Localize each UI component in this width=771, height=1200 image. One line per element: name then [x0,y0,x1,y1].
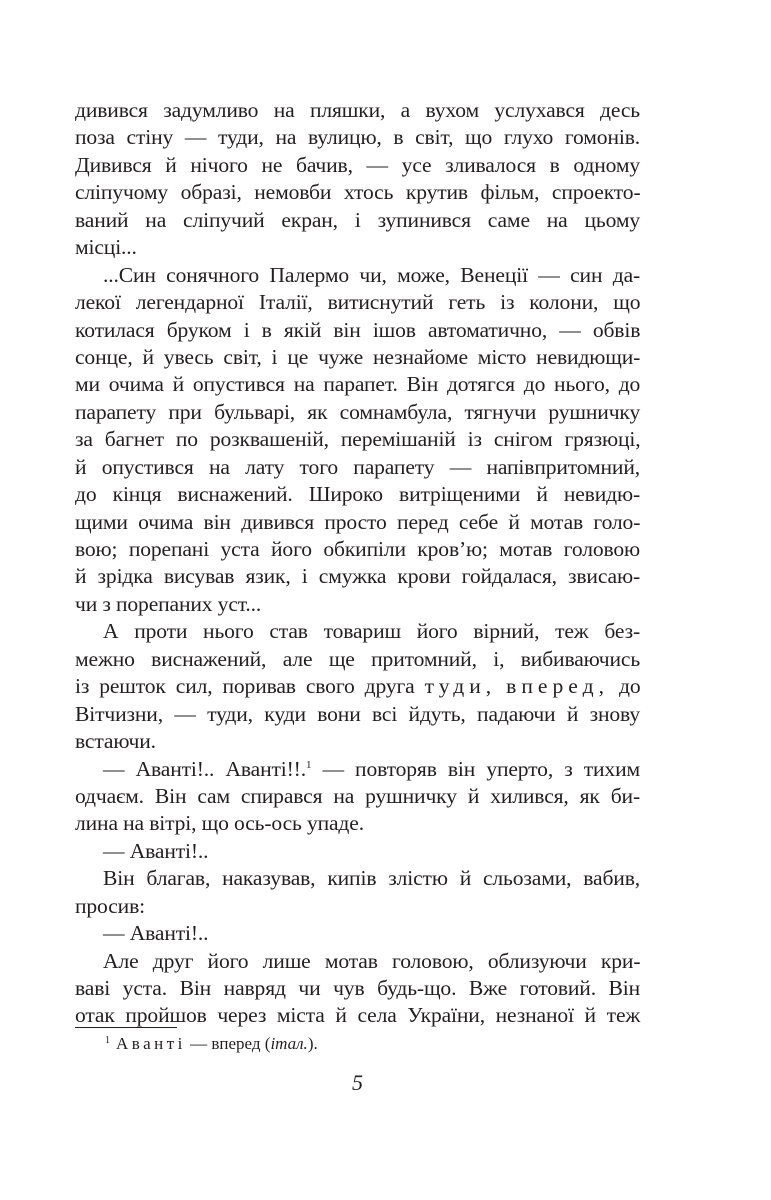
text-line: ми очима й опустився на парапет. Він дотягся до нього, до [75,372,641,397]
text-run: із решток сил, поривав свого друга [75,674,425,699]
text-line: поза стіну — туди, на вулицю, в світ, що глухо гомонів. [75,125,640,150]
text-line: отак пройшов через міста й села України, незнаної й теж [75,1003,641,1028]
footnote-reference[interactable]: 1 [305,758,312,771]
paragraph [75,262,640,619]
text-line: парапету при бульварі, як сомнамбула, тягнучи рушничку [75,399,641,424]
footnote-number: 1 [105,1035,110,1046]
text-line: чи з порепаних уст... [75,591,262,616]
text-line: вою; порепані уста його обкипіли кров’ю; мотав головою [75,537,640,561]
footnote-dash: — [185,1034,212,1053]
text-line: Він благав, наказував, кипів злістю й сльозами, вабив, [103,866,640,891]
text-line: Вітчизни, — туди, куди вони всі йдуть, падаючи й знову [75,701,640,726]
paragraph [75,97,640,262]
emphasis-spaced: вперед, [506,674,609,699]
text-line: — Аванті!.. [103,921,209,946]
text-run: до [608,674,641,699]
text-line: — Аванті!.. [103,838,209,863]
text-line: просив: [75,893,145,918]
page-number-text: 5 [352,1070,363,1095]
paragraph [75,756,640,838]
main-text [75,97,640,1030]
text-line: лина на вітрі, що ось-ось упаде. [75,811,364,836]
text-line: щими очима він дивився просто перед себе й мотав голо- [75,509,641,534]
text-line: дивився задумливо на пляшки, а вухом услухався десь [75,98,640,122]
text-run: — повторяв він уперто, з тихим [311,756,640,781]
page-number [0,1068,771,1098]
footnote-term: Аванті [116,1034,186,1053]
footnote-definition: вперед ( [211,1034,271,1053]
emphasis-spaced: туди, [424,674,497,699]
text-line: межно виснажений, але ще притомний, і, вибиваючись [75,646,641,671]
text-line: ваний на сліпучий екран, і зупинився саме на цьому [75,207,640,232]
text-line: одчаєм. Він сам спирався на рушничку й хилився, як би- [75,783,640,808]
text-line: місці... [75,235,137,260]
text-line: ваві уста. Він навряд чи чув будь-що. Вже готовий. Він [75,976,641,1000]
text-line: А проти нього став товариш його вірний, теж без- [103,619,640,644]
text-line: встаючи. [75,729,156,754]
text-line: сонце, й увесь світ, і це чуже незнайоме місто невидющи- [75,344,641,369]
paragraph [75,865,640,920]
footnote-divider [75,1027,177,1028]
footnote [105,1032,318,1056]
text-line: лекої легендарної Італії, витиснутий геть із колони, що [75,290,641,315]
paragraph [75,838,640,865]
text-line: Але друг його лише мотав головою, облизуючи кри- [103,948,641,973]
footnote-closing: ). [307,1034,318,1053]
text-run: — Аванті!.. Аванті!!. [103,756,306,781]
footnote-language-note: італ. [270,1034,308,1053]
paragraph [75,948,640,1030]
text-line [75,756,640,783]
paragraph [75,618,640,755]
text-line: й опустився на лату того парапету — напівпритомний, [75,454,640,479]
text-line: ...Син сонячного Палермо чи, може, Венеції — син да- [103,262,641,287]
text-line: до кінця виснажений. Широко витріщеними й невидю- [75,482,640,507]
text-line: й зрідка висував язик, і смужка крови гойдалася, звисаю- [75,564,640,589]
paragraph [75,920,640,947]
text-line [75,673,640,700]
text-line: котилася бруком і в якій він ішов автоматично, — обвів [75,317,641,342]
text-line: сліпучому образі, немовби хтось крутив фільм, спроекто- [75,180,641,205]
text-line: за багнет по розквашеній, перемішаній із снігом грязюці, [75,427,641,452]
text-line: Дивився й нічого не бачив, — усе зливалося в одному [75,152,641,177]
